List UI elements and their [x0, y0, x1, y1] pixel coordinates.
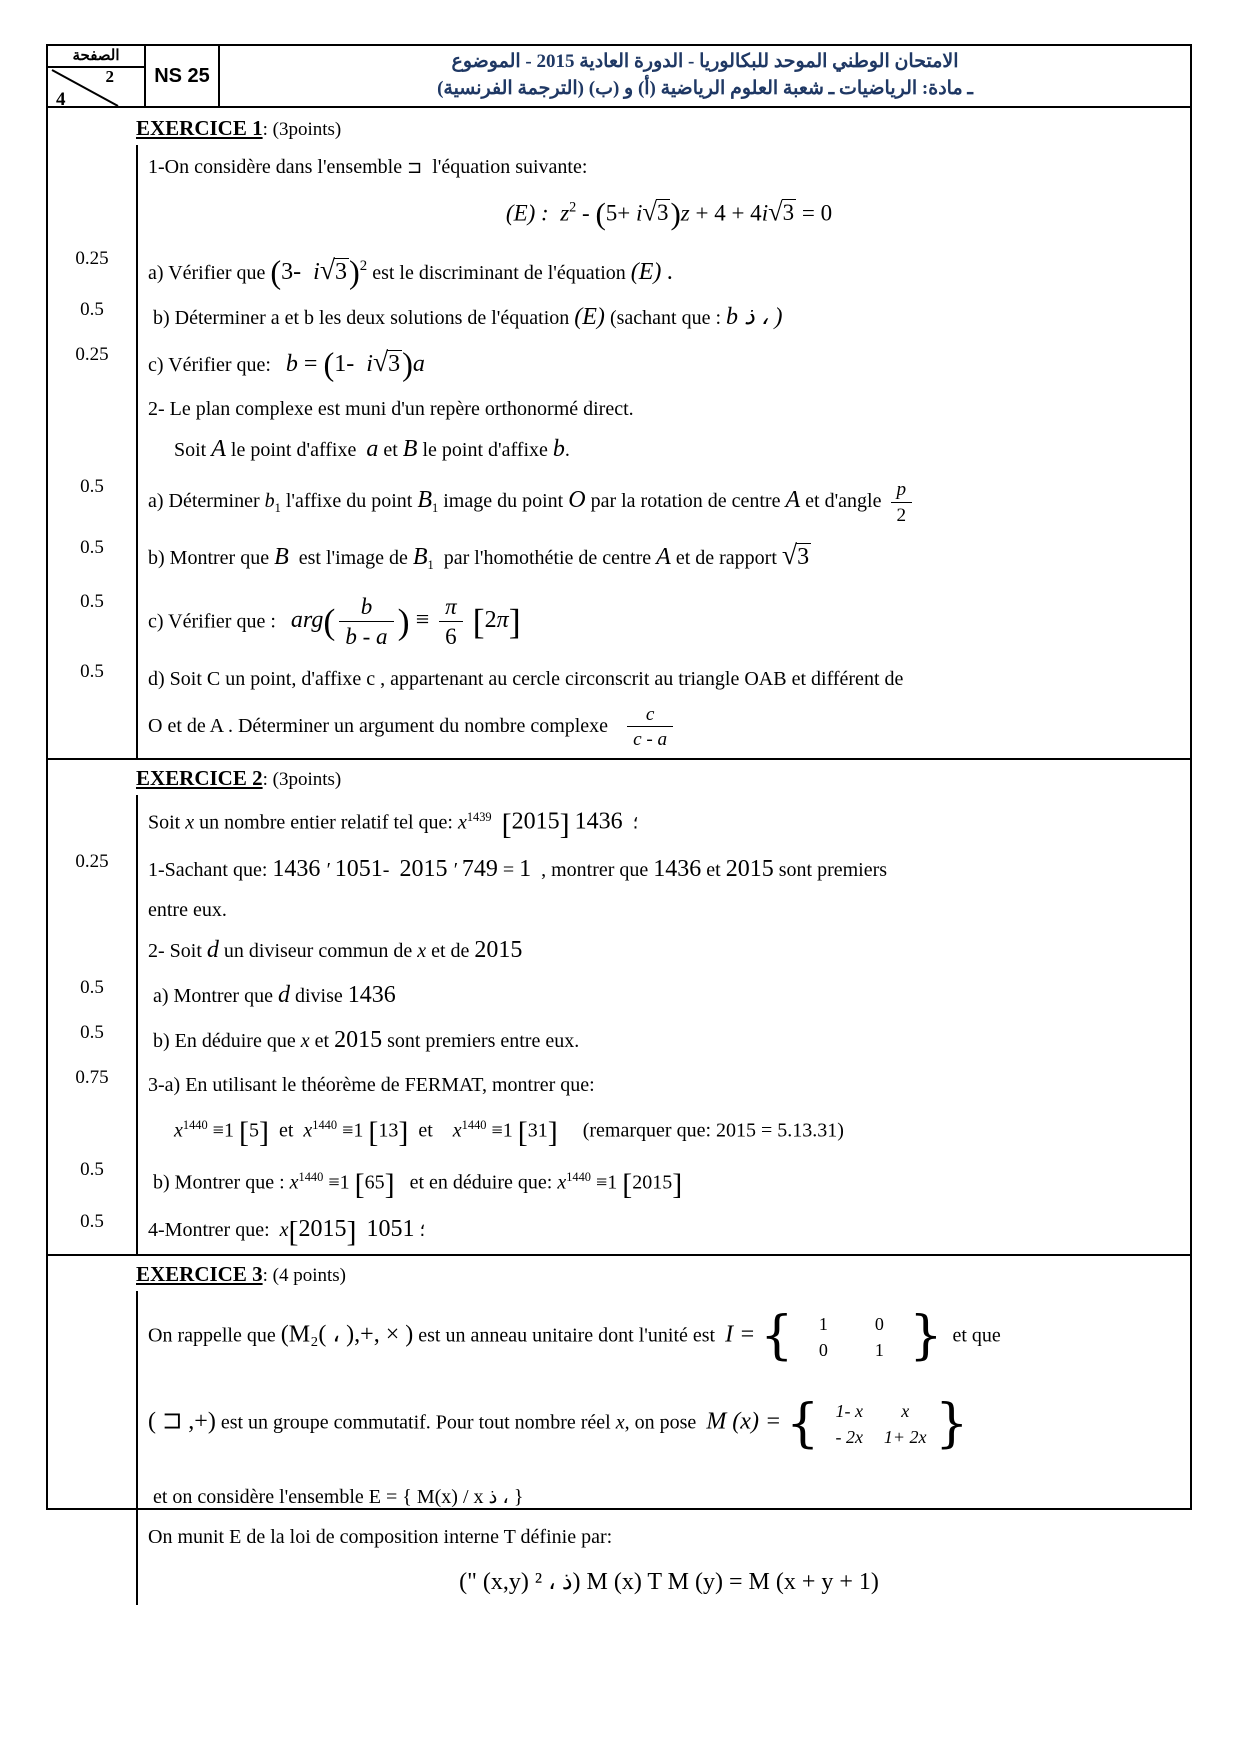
points-ex2-q2b: 0.5	[80, 1021, 104, 1043]
exercise1-intro-line	[148, 147, 1190, 188]
q1a-label: a)	[148, 262, 164, 284]
exercise3-body-cell	[136, 1291, 1190, 1604]
part2-txt-c: et	[383, 439, 398, 461]
equation-E-label: (E) :	[505, 200, 549, 226]
points-q2d: 0.5	[80, 660, 104, 682]
ex3-M-label: M (x) =	[706, 1409, 782, 1436]
exercise3-line4	[148, 1517, 1190, 1557]
q1b-tail: (sachant que :	[609, 307, 722, 329]
matrix-right-brace-icon: }	[935, 1393, 969, 1454]
identity-matrix	[795, 1311, 907, 1363]
page-fraction	[48, 68, 144, 108]
exercise2-q3b-line: b) Montrer que : $x^{1440} \equiv 1$ [65] et en déduire que: $x^{1440} \equiv 1$ [2015]	[148, 1167, 683, 1201]
exercise1-q2a-row	[48, 472, 1190, 533]
exercise2-q1-line: 1-Sachant que: 1436 ′ 1051- 2015 ′ 749 = 1 , montrer que 1436 et 2015 sont premiers	[148, 855, 888, 882]
exercise2-heading	[48, 760, 1190, 795]
point-A: A	[211, 436, 226, 462]
exercise1-heading	[48, 110, 1190, 145]
exercise2-q1-row	[48, 847, 1190, 973]
ex3-group-notation: ( ⊐ ,+)	[148, 1409, 216, 1436]
exercise1-q2a-cell	[136, 472, 1190, 533]
q1a-text: Vérifier que	[168, 262, 266, 284]
page-label: الصفحة	[48, 46, 144, 68]
matrix-left-brace-icon: {	[786, 1393, 820, 1454]
exercise2-intro-row	[48, 795, 1190, 847]
points-ex2-q3b: 0.5	[80, 1158, 104, 1180]
exam-title-line1	[452, 49, 959, 75]
exercise2-points: : (3points)	[262, 768, 342, 790]
exercise2-q2a-line: a) Montrer que d divise 1436	[148, 981, 396, 1008]
exercise3-line1	[148, 1293, 1190, 1368]
exercise1-title: EXERCICE 1	[136, 116, 263, 140]
current-page-number: 2	[105, 67, 114, 86]
points-q1a: 0.25	[75, 248, 109, 269]
exercise2-q4-row	[48, 1207, 1190, 1254]
exercise1-q1a-row	[48, 244, 1190, 295]
points-ex2-q3a: 0.75	[75, 1066, 109, 1088]
matrix-cell: x	[901, 1401, 910, 1422]
exercise3-line3	[148, 1456, 1190, 1517]
exercise2-q2b-row	[48, 1018, 1190, 1063]
exercise2-q4-line: 4-Montrer que: x ؛ 1051 [2015]	[148, 1215, 426, 1249]
part2-line1: 2- Le plan complexe est muni d'un repère orthonormé direct.	[148, 398, 634, 420]
q1b-ref: (E)	[574, 304, 605, 330]
points-ex2-q4: 0.5	[80, 1210, 104, 1232]
points-cell	[48, 145, 136, 244]
exam-year: 2015	[536, 51, 575, 72]
matrix-M-of-x	[821, 1398, 933, 1450]
exam-title-line1-pre: الامتحان الوطني الموحد للبكالوريا - الدورة العادية	[579, 51, 959, 72]
exercise2-q1-cell	[136, 847, 1190, 973]
exercise1-part2-cell	[136, 387, 1190, 472]
point-B: B	[402, 436, 418, 462]
exercise2-q4-cell	[136, 1207, 1190, 1254]
exercise1-intro-row	[48, 145, 1190, 244]
matrix-cell: 0	[874, 1314, 884, 1335]
exercise1-q2d-row	[48, 657, 1190, 758]
exercise1-q1a-cell	[136, 244, 1190, 295]
part2-line2	[148, 429, 1190, 470]
affixe-a: a	[366, 436, 379, 462]
exercise2-q2a-row	[48, 973, 1190, 1018]
part2-txt-b: le point d'affixe	[230, 439, 357, 461]
matrix-cell: 1	[818, 1314, 828, 1335]
ex3-law-T-formula: (" (x,y) ذ ، ²) M (x) T M (y) = M (x + y + 1)	[459, 1568, 879, 1595]
exam-title-block	[220, 44, 1192, 108]
ex3-m2-notation: (M₂( ، ),+, × )	[280, 1321, 414, 1348]
q1c-text: Vérifier que:	[168, 354, 271, 376]
matrix-cell: - 2x	[835, 1427, 863, 1448]
fraction-pi-over-2: $\frac{p}{2}$	[891, 479, 913, 526]
part2-txt-d: le point d'affixe	[422, 439, 548, 461]
points-cell	[48, 387, 136, 472]
exercise2-intro-line: Soit x un nombre entier relatif tel que: $x^{1439}$ ؛ 1436 [2015]	[148, 807, 639, 841]
question-2a: a) Déterminer $b_1$ l'affixe du point $B_1$ image du point O par la rotation de centre A et d'angle $\frac{p}{2}$	[148, 474, 1190, 531]
exercise1-q1b-cell	[136, 295, 1190, 340]
points-ex2-q2a: 0.5	[80, 976, 104, 998]
question-2d: d) Soit C un point, d'affixe c , appartenant au cercle circonscrit au triangle OAB et différent de	[148, 667, 904, 690]
exam-title-line1-post: - الموضوع	[451, 51, 532, 72]
total-page-number: 4	[56, 89, 66, 110]
exercise1-q2c-row	[48, 587, 1190, 657]
ex3-l2b: est un groupe commutatif. Pour tout nombre réel	[220, 1412, 611, 1435]
exercise3-heading	[48, 1256, 1190, 1291]
matrix-right-brace-icon: }	[909, 1306, 943, 1367]
points-q2c: 0.5	[80, 591, 104, 612]
exercise2-q3a-line: 3-a) En utilisant le théorème de FERMAT, montrer que:	[148, 1073, 595, 1096]
matrix-cell: 1+ 2x	[883, 1427, 927, 1448]
exam-body	[48, 110, 1190, 1595]
points-q1c: 0.25	[75, 344, 109, 365]
exercise2-q2b-line: b) En déduire que x et 2015 sont premiers entre eux.	[148, 1026, 580, 1053]
equation-E: (E) : $z^2 - (5+ i√3)z + 4 + 4i√3 = 0$	[505, 196, 833, 231]
points-q2a: 0.5	[80, 476, 104, 497]
points-ex2-q1: 0.25	[75, 850, 109, 872]
matrix-cell: 1	[874, 1340, 884, 1361]
exercise1-q1c-row	[48, 340, 1190, 387]
page-indicator-box	[46, 44, 146, 108]
q1b-text: Déterminer a et b les deux solutions de l'équation	[174, 307, 570, 329]
exercise1-q2b-cell	[136, 533, 1190, 587]
q1c-label: c)	[148, 354, 164, 376]
ex3-law-T-text: On munit E de la loi de composition interne T définie par:	[148, 1525, 613, 1548]
exam-subject-line: ـ مادة: الرياضيات ـ شعبة العلوم الرياضية (أ) و (ب) (الترجمة الفرنسية)	[437, 78, 973, 99]
question-2c: c) Vérifier que : arg( $\frac{b}{b - a}$ ) ≡ $\frac{\pi}{6}$ [2π]	[148, 593, 521, 649]
exercise1-points: : (3points)	[262, 119, 342, 140]
exercise2-q1-line2: entre eux.	[148, 898, 227, 921]
question-2b: b) Montrer que B est l'image de $B_1$ par l'homothétie de centre A et de rapport √3	[148, 539, 810, 572]
question-1c: c) Vérifier que: b = (1- i√3)a	[148, 346, 425, 383]
exercise1-q2c-cell	[136, 587, 1190, 657]
q2c-text: c) Vérifier que :	[148, 610, 276, 633]
exercise2-q2-line: 2- Soit d un diviseur commun de x et de 2015	[148, 936, 523, 963]
points-q1b: 0.5	[80, 299, 104, 320]
fraction-c-over-c-minus-a: $\frac{c}{c - a}$	[627, 704, 673, 751]
exercise1-part2-row	[48, 387, 1190, 472]
ex3-l2c: , on pose	[624, 1412, 697, 1435]
exam-header	[46, 44, 1192, 108]
exercise1-q1b-row	[48, 295, 1190, 340]
q1a-tail: est le discriminant de l'équation	[372, 262, 626, 284]
exercise3-body-row	[48, 1291, 1190, 1604]
exercise3-line2	[148, 1368, 1190, 1455]
points-cell	[48, 1291, 136, 1604]
part2-soit: Soit	[174, 439, 207, 461]
exercise2-q3a-formula: $x^{1440} \equiv 1$ [5] et $x^{1440} \equiv 1$ [13] et $x^{1440} \equiv 1$ [31] (remarquer que: 2015 = 5.13.31)	[174, 1115, 844, 1149]
matrix-cell: 0	[818, 1340, 828, 1361]
set-c-glyph: ⊐	[407, 157, 423, 178]
q2d-cont-text: O et de A . Déterminer un argument du nombre complexe	[148, 714, 609, 737]
ex3-set-E-definition: et on considère l'ensemble E = { M(x) / x ذ ، }	[153, 1485, 524, 1508]
exercise2-q3a-row	[48, 1063, 1190, 1155]
exercise1-intro-text: 1-On considère dans l'ensemble	[148, 156, 403, 178]
q1b-label: b)	[153, 307, 170, 329]
exercise1-intro-end: l'équation suivante:	[432, 156, 588, 178]
exercise1-q1c-cell	[136, 340, 1190, 387]
exercise2-q3b-row	[48, 1155, 1190, 1207]
exercise3-points: : (4 points)	[262, 1265, 346, 1287]
question-1a: a) Vérifier que (3- i√3)$^2$ est le discriminant de l'équation (E) .	[148, 254, 674, 291]
matrix-left-brace-icon: {	[760, 1306, 794, 1367]
part2-txt-e: .	[564, 439, 570, 461]
exercise3-title: EXERCICE 3	[136, 1262, 263, 1287]
exercise2-intro-cell	[136, 795, 1190, 847]
points-q2b: 0.5	[80, 537, 104, 558]
question-2d-continued	[148, 699, 1190, 756]
exercise1-q2d-cell	[136, 657, 1190, 758]
exercise2-q3a-cell	[136, 1063, 1190, 1155]
affixe-b: b	[552, 436, 565, 462]
matrix-cell: 1- x	[835, 1401, 863, 1422]
exercise1-q2b-row	[48, 533, 1190, 587]
exercise2-q2b-cell	[136, 1018, 1190, 1063]
ex3-l1c: et que	[952, 1324, 1001, 1347]
q1b-condition: b ذ ، )	[726, 304, 783, 330]
points-cell	[48, 795, 136, 847]
exercise3-line5	[148, 1557, 1190, 1603]
exercise2-q3b-cell	[136, 1155, 1190, 1207]
exercise2-title: EXERCICE 2	[136, 765, 263, 790]
q1a-ref: (E) .	[630, 259, 674, 285]
exercise1-intro-cell	[136, 145, 1190, 244]
exercise2-q2a-cell	[136, 973, 1190, 1018]
question-1b	[148, 297, 1190, 338]
ex3-l1a: On rappelle que	[148, 1324, 276, 1347]
ex3-l1b: est un anneau unitaire dont l'unité est	[418, 1324, 716, 1347]
ex3-identity-label: I =	[725, 1321, 756, 1348]
exam-code: NS 25	[146, 44, 220, 108]
ex3-var-x: x	[615, 1412, 625, 1435]
